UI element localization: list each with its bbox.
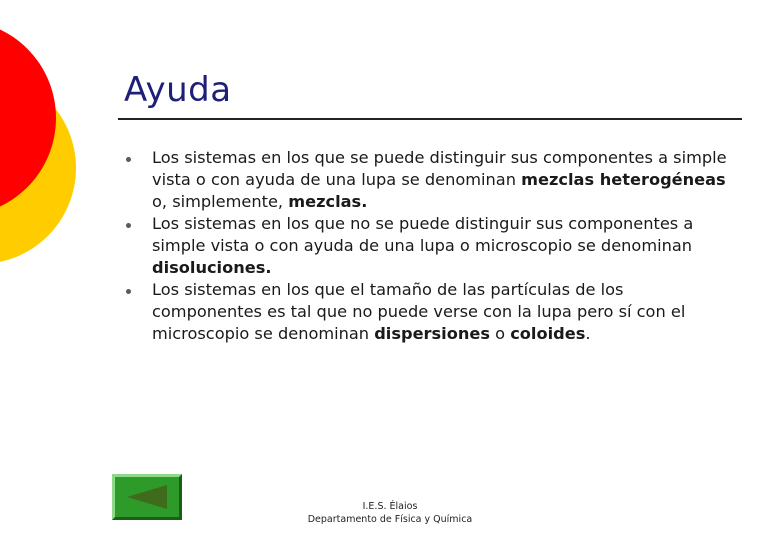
bullet-term: mezclas heterogéneas bbox=[521, 170, 726, 189]
triangle-left-icon bbox=[127, 485, 167, 509]
bullet-text: o, simplemente, bbox=[152, 192, 289, 211]
bullet-item bbox=[124, 213, 734, 279]
bullet-term: dispersiones bbox=[374, 324, 490, 343]
footer-school: I.E.S. Élaios bbox=[362, 501, 418, 512]
title-divider bbox=[118, 118, 742, 120]
decorative-circles bbox=[0, 0, 80, 300]
bullet-text: o bbox=[489, 324, 511, 343]
bullet-term: mezclas. bbox=[288, 192, 368, 211]
bullet-text: . bbox=[585, 324, 591, 343]
bullet-text: Los sistemas en los que se puede distinguir sus componentes a simple vista o con ayuda de una lupa se denominan bbox=[152, 148, 727, 189]
bullet-item bbox=[124, 147, 734, 213]
bullet-list bbox=[124, 147, 734, 345]
bullet-item bbox=[124, 279, 734, 345]
bullet-term: disoluciones. bbox=[152, 258, 272, 277]
bullet-dot-icon bbox=[126, 289, 131, 294]
bullet-dot-icon bbox=[126, 157, 131, 162]
bullet-text: Los sistemas en los que el tamaño de las partículas de los componentes es tal que no puede verse con la lupa pero sí con el microscopio se denominan bbox=[152, 280, 686, 343]
footer-department: Departamento de Física y Química bbox=[307, 514, 473, 525]
bullet-term: coloides bbox=[510, 324, 586, 343]
bullet-dot-icon bbox=[126, 223, 131, 228]
bullet-text: Los sistemas en los que no se puede distinguir sus componentes a simple vista o con ayuda de una lupa o microscopio se denominan bbox=[152, 214, 694, 255]
slide-title: Ayuda bbox=[124, 70, 232, 110]
footer bbox=[290, 500, 490, 526]
back-button[interactable] bbox=[112, 474, 182, 520]
